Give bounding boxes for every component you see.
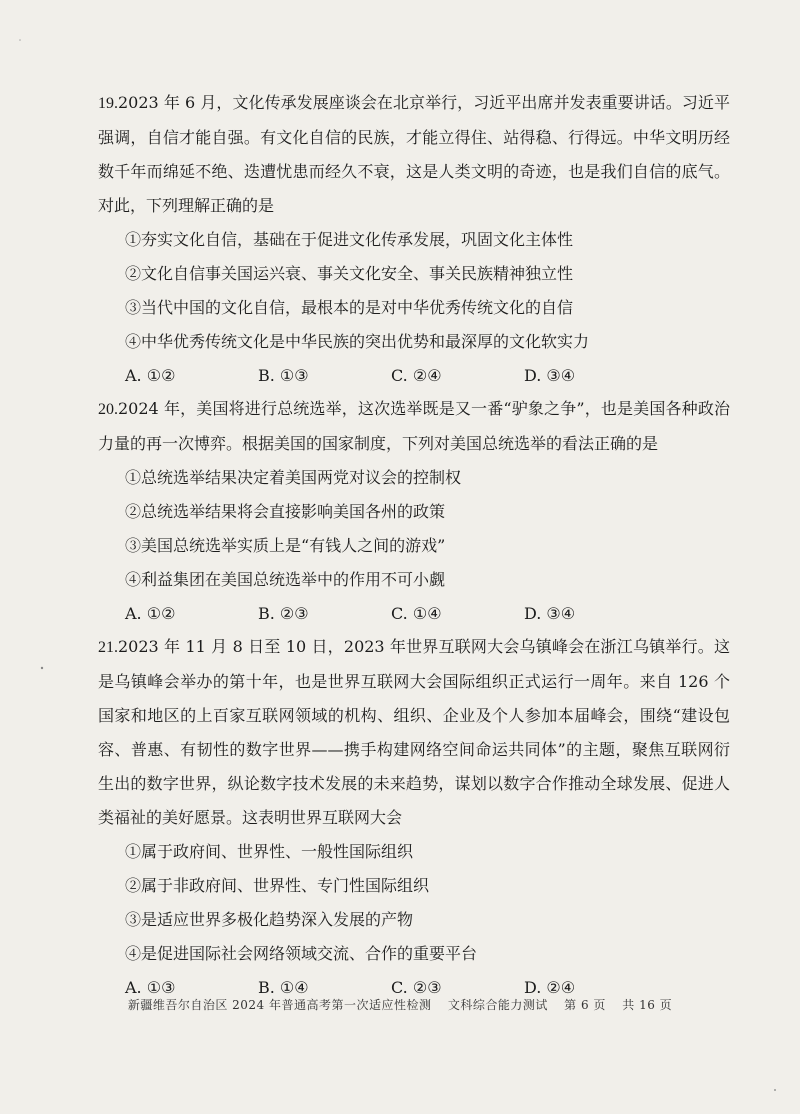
statement-3: ③是适应世界多极化趋势深入发展的产物 <box>125 910 414 929</box>
statement-4: ④是促进国际社会网络领域交流、合作的重要平台 <box>125 944 478 963</box>
statement-2: ②属于非政府间、世界性、专门性国际组织 <box>125 876 430 895</box>
choice-d: D. ③④ <box>524 366 576 385</box>
statement-3: ③美国总统选举实质上是“有钱人之间的游戏” <box>125 536 446 555</box>
answer-choices <box>125 597 730 631</box>
statement-3: ③当代中国的文化自信，最根本的是对中华优秀传统文化的自信 <box>125 298 574 317</box>
question-19 <box>98 86 730 393</box>
question-number: 19. <box>98 95 118 112</box>
statement-1: ①属于政府间、世界性、一般性国际组织 <box>125 842 414 861</box>
question-stem <box>98 392 730 461</box>
footer-total-pages: 共 16 页 <box>622 998 673 1012</box>
statement-2: ②总统选举结果将会直接影响美国各州的政策 <box>125 502 446 521</box>
page-footer <box>0 996 800 1013</box>
choice-c: C. ②③ <box>391 978 442 997</box>
choice-a: A. ①② <box>125 604 176 623</box>
choice-c: C. ①④ <box>391 604 442 623</box>
statement-2: ②文化自信事关国运兴衰、事关文化安全、事关民族精神独立性 <box>125 264 574 283</box>
footer-page-number: 第 6 页 <box>564 998 606 1012</box>
footer-subject: 文科综合能力测试 <box>447 998 548 1012</box>
statement-1: ①总统选举结果决定着美国两党对议会的控制权 <box>125 468 462 487</box>
question-stem <box>98 86 730 223</box>
statement-4: ④中华优秀传统文化是中华民族的突出优势和最深厚的文化软实力 <box>125 332 590 351</box>
footer-exam-title: 新疆维吾尔自治区 2024 年普通高考第一次适应性检测 <box>127 998 432 1012</box>
answer-choices <box>125 359 730 393</box>
question-number: 21. <box>98 639 118 656</box>
choice-b: B. ①③ <box>258 366 309 385</box>
question-21 <box>98 630 730 1005</box>
statement-1: ①夯实文化自信，基础在于促进文化传承发展，巩固文化主体性 <box>125 230 574 249</box>
question-stem <box>98 630 730 835</box>
choice-b: B. ①④ <box>258 978 309 997</box>
choice-d: D. ②④ <box>524 978 576 997</box>
question-text: 2023 年 11 月 8 日至 10 日，2023 年世界互联网大会乌镇峰会在浙江乌镇举行。这是乌镇峰会举办的第十年，也是世界互联网大会国际组织正式运行一周年。来自 126 个国家和地区的上百家互联网领域的机构、组织、企业及个人参加本届峰会，围绕“建设包容、普惠、有韧性的数字世界——携手构建网络空间命运共同体”的主题，聚焦互联网衍生出的数字世界，纵论数字技术发展的未来趋势，谋划以数字合作推动全球发展、促进人类福祉的美好愿景。这表明世界互联网大会 <box>98 637 730 827</box>
choice-a: A. ①③ <box>125 978 176 997</box>
choice-d: D. ③④ <box>524 604 576 623</box>
question-number: 20. <box>98 401 118 418</box>
question-20 <box>98 392 730 631</box>
question-text: 2024 年，美国将进行总统选举，这次选举既是又一番“驴象之争”，也是美国各种政治力量的再一次博弈。根据美国的国家制度，下列对美国总统选举的看法正确的是 <box>98 399 730 453</box>
choice-b: B. ②③ <box>258 604 309 623</box>
choice-a: A. ①② <box>125 366 176 385</box>
choice-c: C. ②④ <box>391 366 442 385</box>
statement-4: ④利益集团在美国总统选举中的作用不可小觑 <box>125 570 446 589</box>
question-text: 2023 年 6 月，文化传承发展座谈会在北京举行，习近平出席并发表重要讲话。习近平强调，自信才能自强。有文化自信的民族，才能立得住、站得稳、行得远。中华文明历经数千年而绵延不绝、迭遭忧患而经久不衰，这是人类文明的奇迹，也是我们自信的底气。对此，下列理解正确的是 <box>98 93 730 215</box>
